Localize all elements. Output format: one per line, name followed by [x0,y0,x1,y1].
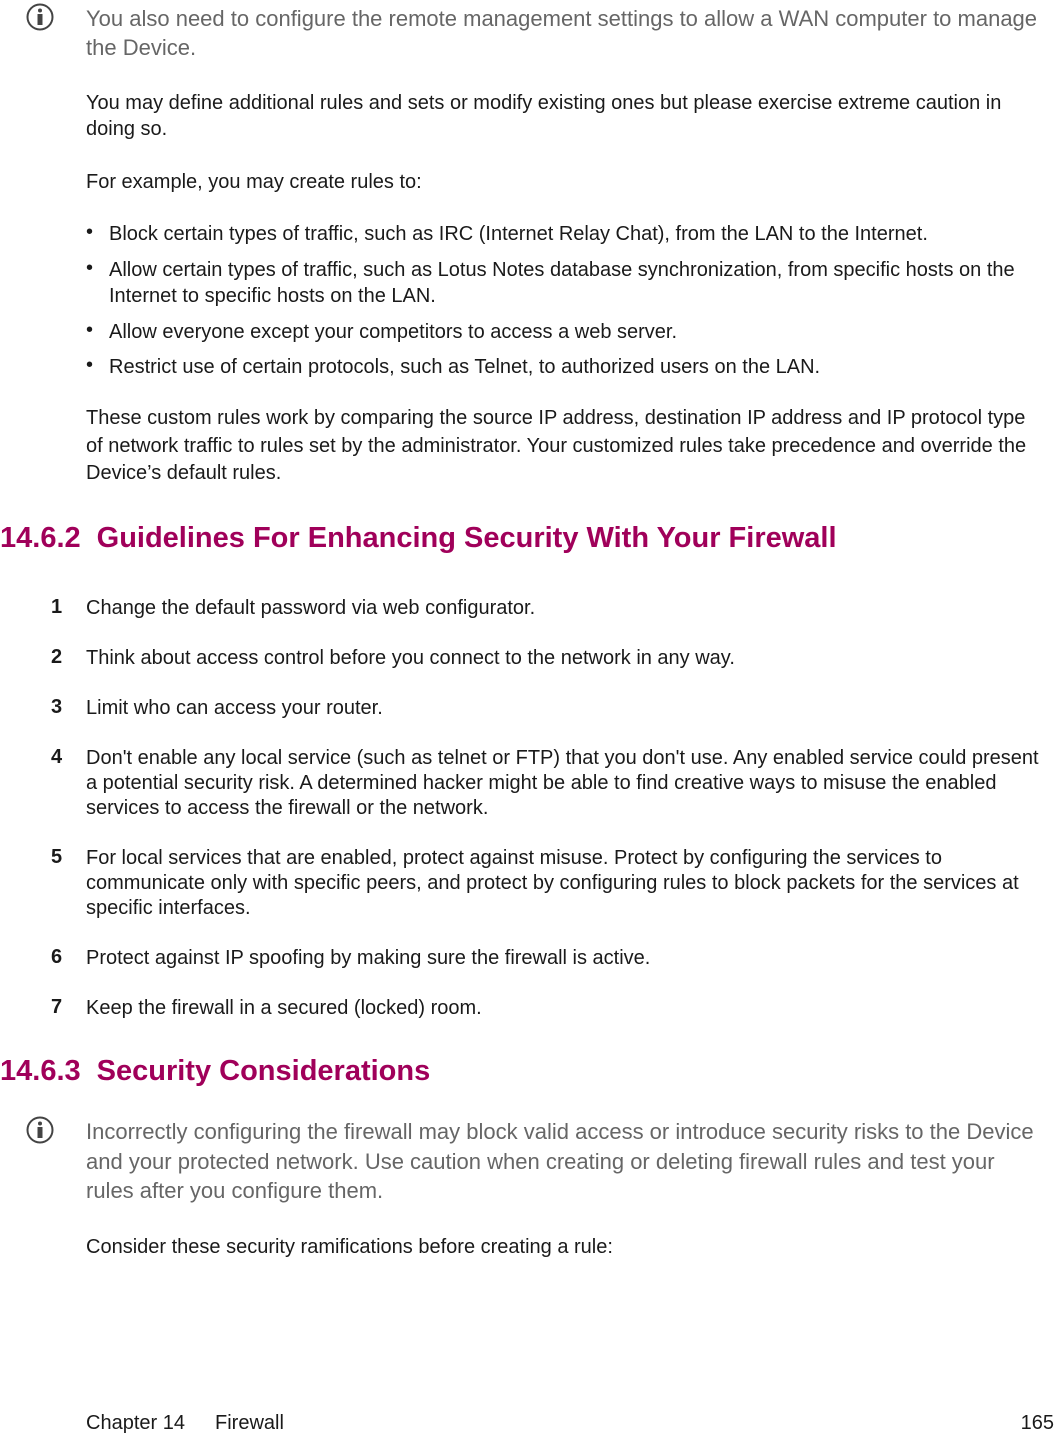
step-text: Think about access control before you connect to the network in any way. [86,647,735,669]
step-number: 4 [51,746,63,768]
step-text: Limit who can access your router. [86,697,383,719]
paragraph: You may define additional rules and sets or modify existing ones but please exercise extreme caution in doing so. [86,92,1002,140]
step-number: 3 [51,696,63,718]
page-number: 165 [1020,1412,1054,1434]
section-heading-security [0,1054,430,1088]
bullet-mark: • [86,221,94,243]
step-number: 2 [51,646,63,668]
section-number: 14.6.3 [0,1055,81,1087]
paragraph: Consider these security ramifications before creating a rule: [86,1236,613,1258]
info-icon [26,1116,54,1144]
section-number: 14.6.2 [0,522,81,554]
bullet-item: Allow certain types of traffic, such as Lotus Notes database synchronization, from specific hosts on the Internet to specific hosts on the LAN. [109,259,1015,307]
footer-chapter-title: Firewall [215,1412,284,1434]
bullet-item: Block certain types of traffic, such as IRC (Internet Relay Chat), from the LAN to the Internet. [109,223,928,245]
step-text: For local services that are enabled, protect against misuse. Protect by configuring the services to communicate only with specific peers, and protect by configuring rules to block packets for the services at specific interfaces. [86,847,1019,919]
step-text: Change the default password via web configurator. [86,597,536,619]
step-text: Don't enable any local service (such as telnet or FTP) that you don't use. Any enabled service could present a potential security risk. A determined hacker might be able to find creative ways to misuse the enabled services to access the firewall or the network. [86,747,1039,819]
footer-chapter: Chapter 14 [86,1412,185,1434]
step-text: Protect against IP spoofing by making sure the firewall is active. [86,947,651,969]
step-text: Keep the firewall in a secured (locked) room. [86,997,482,1019]
note-firewall-caution: Incorrectly configuring the firewall may block valid access or introduce security risks to the Device and your protected network. Use caution when creating or deleting firewall rules and test your rules after you configure them. [86,1119,1034,1203]
section-title: Guidelines For Enhancing Security With Your Firewall [96,522,837,554]
step-number: 6 [51,946,63,968]
step-number: 1 [51,596,63,618]
bullet-mark: • [86,319,94,341]
paragraph: These custom rules work by comparing the source IP address, destination IP address and IP protocol type of network traffic to rules set by the administrator. Your customized rules take precedence and override the Device’s default rules. [86,407,1027,484]
step-number: 7 [51,996,63,1018]
bullet-mark: • [86,257,94,279]
bullet-item: Restrict use of certain protocols, such as Telnet, to authorized users on the LAN. [109,356,821,378]
note-remote-management: You also need to configure the remote management settings to allow a WAN computer to manage the Device. [86,6,1038,60]
bullet-mark: • [86,354,94,376]
bullet-item: Allow everyone except your competitors to access a web server. [109,321,678,343]
section-title: Security Considerations [96,1055,431,1087]
step-number: 5 [51,846,63,868]
section-heading-guidelines [0,521,837,555]
paragraph: For example, you may create rules to: [86,171,422,193]
info-icon [26,3,54,31]
